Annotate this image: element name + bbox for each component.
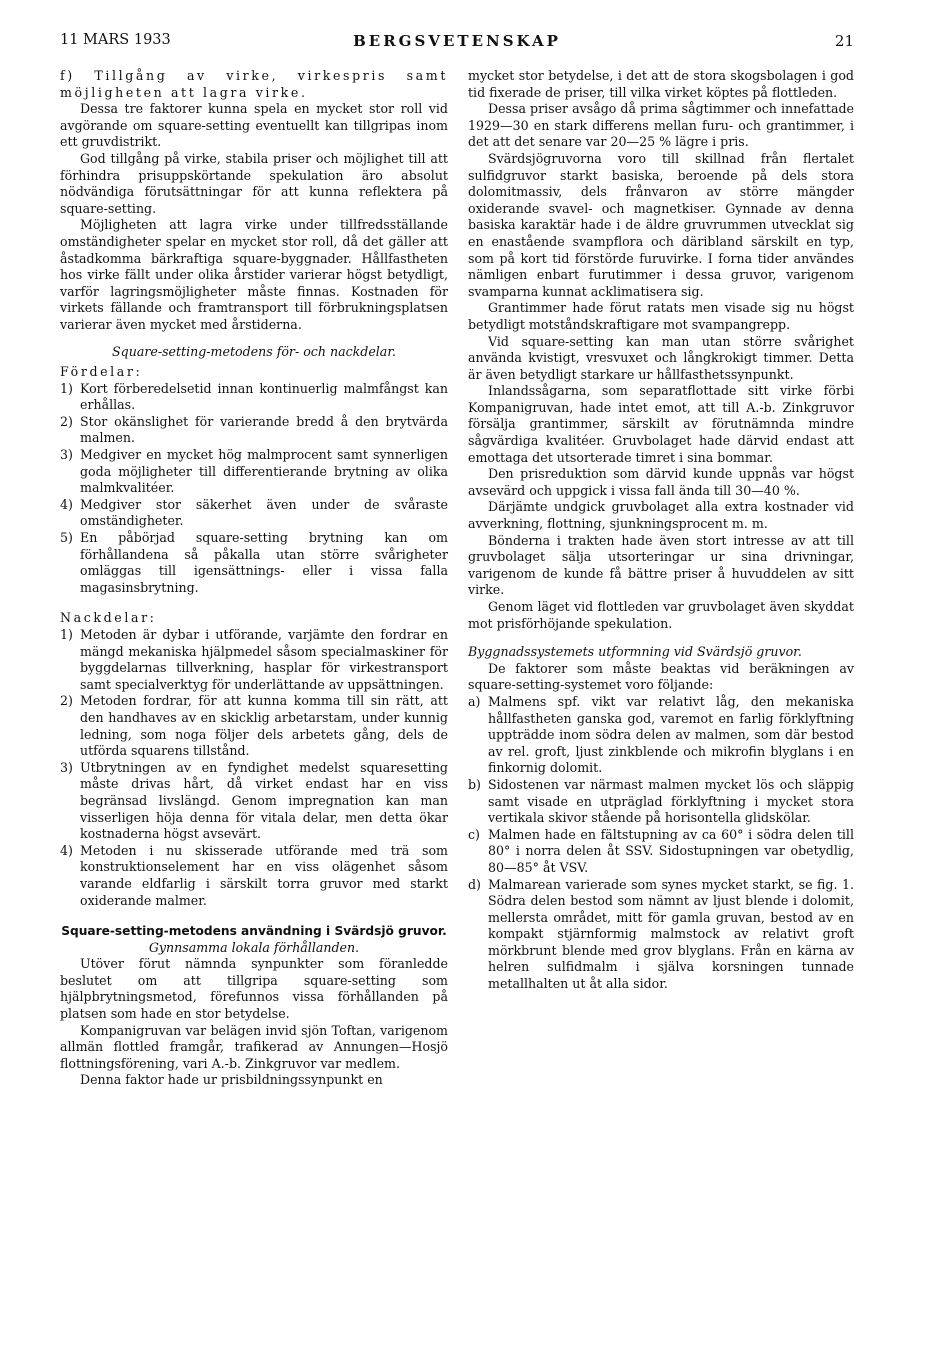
item-text: En påbörjad square-setting brytning kan om förhållandena så påkalla utan större svårigheter omläggas till igensättnings- eller i vissa falla magasinsbrytning. (80, 530, 448, 595)
paragraph: Utöver förut nämnda synpunkter som föranledde beslutet om att tillgripa square-setting som hjälpbrytningsmetod, förefunnos vissa förhållanden på platsen som hade en stor betydelse. (60, 956, 448, 1022)
item-number: c) (468, 826, 480, 842)
paragraph: Vid square-setting kan man utan större svårighet använda kvistigt, vresvuxet och långkrokigt timmer. Detta är även betydligt starkare ur hållfasthetssynpunkt. (468, 333, 854, 382)
list-item (60, 693, 448, 759)
list-item (60, 497, 448, 530)
item-number: 4) (60, 842, 73, 858)
item-number: 1) (60, 627, 73, 642)
left-column (60, 68, 448, 1089)
list-item (60, 414, 448, 447)
item-text: Medgiver stor säkerhet även under de svåraste omständigheter. (80, 496, 448, 529)
list-item (468, 777, 854, 827)
paragraph: Svärdsjögruvorna voro till skillnad från flertalet sulfidgruvor starkt basiska, beroende på dels stora dolomitmassiv, dels frånvaron av större mängder oxiderande svavel- och magnetkiser. Gynnade av denna basiska karaktär hade i de äldre gruvrummen utvecklat sig en enastående svampflora och däribland särskilt en typ, som på kort tid förstörde furuvirke. I forna tider användes nämligen enbart furutimmer i dessa gruvor, varigenom svamparna kunnat acklimatisera sig. (468, 150, 854, 299)
issue-date: 11 MARS 1933 (60, 32, 171, 48)
list-item (60, 381, 448, 414)
item-text: Kort förberedelsetid innan kontinuerlig malmfångst kan erhållas. (80, 380, 448, 413)
paragraph: Inlandssågarna, som separatflottade sitt virke förbi Kompanigruvan, hade intet emot, att till A.-b. Zinkgruvor försälja grantimmer, särskilt av förutnämnda mindre sågvärdiga kvalitéer. Gruvbolaget hade därvid endast att emottaga det utsorterade timret i sina bommar. (468, 383, 854, 465)
item-text: Sidostenen var närmast malmen mycket lös och släppig samt visade en utpräglad förklyftning i mycket stora vertikala skivor stående på horisontella glidskölar. (488, 776, 854, 826)
item-number: 4) (60, 496, 73, 512)
paragraph: Bönderna i trakten hade även stort intresse av att till gruvbolaget sälja utsorteringar ur sina drivningar, varigenom de kunde få bättre priser å huvuddelen av sitt virke. (468, 532, 854, 598)
paragraph: Därjämte undgick gruvbolaget alla extra kostnader vid avverkning, flottning, sjunkningsprocent m. m. (468, 499, 854, 532)
item-number: a) (468, 693, 481, 709)
paragraph: De faktorer som måste beaktas vid beräkningen av square-setting-systemet voro följande: (468, 660, 854, 693)
item-number: 2) (60, 413, 73, 429)
paragraph: Denna faktor hade ur prisbildningssynpunkt en (80, 1072, 383, 1088)
list-item (60, 760, 448, 843)
list-item (468, 827, 854, 877)
item-text: Stor okänslighet för varierande bredd å den brytvärda malmen. (80, 413, 448, 446)
item-text: Metoden fordrar, för att kunna komma till sin rätt, att den handhaves av en skicklig arbetarstam, under kunnig ledning, som noga följer dels arbetets gång, dels de utförda squarens tillstånd. (80, 693, 448, 759)
list-item (468, 694, 854, 777)
paragraph: God tillgång på virke, stabila priser och möjlighet till att förhindra prisuppskörtande spekulation äro absolut nödvändiga förutsättningar för att kunna reflektera på square-setting. (60, 150, 448, 216)
nackdelar-list (60, 627, 448, 909)
list-item (60, 843, 448, 909)
item-number: 2) (60, 693, 73, 709)
item-number: 1) (60, 380, 73, 396)
paragraph: Dessa priser avsågo då prima sågtimmer och innefattade 1929—30 en stark differens mellan furu- och grantimmer, i det att det senare var 20—25 % lägre i pris. (468, 101, 854, 150)
paragraph: Dessa tre faktorer kunna spela en mycket stor roll vid avgörande om square-setting eventuellt kan tillgripas inom ett gruvdistrikt. (60, 101, 448, 150)
item-number: 3) (60, 447, 73, 463)
paragraph: Grantimmer hade förut ratats men visade sig nu högst betydligt motståndskraftigare mot svampangrepp. (468, 300, 854, 332)
factors-list (468, 694, 854, 993)
nackdelar-label: Nackdelar: (60, 610, 157, 626)
list-item (60, 530, 448, 596)
item-text: Malmarean varierade som synes mycket starkt, se fig. 1. Södra delen bestod som nämnt av ljust blende i dolomit, mellersta området, mitt för gamla gruvan, bestod av en kompakt stjärnformig malmstock av relativt groft mörkbrunt blende med grov blyglans. Från en kärna av helren sulfidmalm i själva korsningen tunnade metallhalten ut åt alla sidor. (488, 876, 854, 992)
page-header (60, 30, 854, 54)
page-number: 21 (834, 32, 854, 50)
paragraph: Möjligheten att lagra virke under tillfredsställande omständigheter spelar en mycket stor roll, då det gäller att åstadkomma bärkraftiga square-byggnader. Hållfastheten hos virke fällt under olika årstider varierar högst betydligt, varför lagringsmöjligheter måste finnas. Kostnaden för virkets fällande och framtransport till förbrukningsplatsen varierar även mycket med årstiderna. (60, 217, 448, 332)
subheading: Square-setting-metodens för- och nackdelar. (112, 343, 396, 359)
paragraph: Kompanigruvan var belägen invid sjön Toftan, varigenom allmän flottled framgår, trafikerad av Annungen—Hosjö flottningsförening, vari A.-b. Zinkgruvor var medlem. (60, 1022, 448, 1071)
item-number: d) (468, 876, 481, 892)
fordelar-list (60, 381, 448, 597)
journal-title: BERGSVETENSKAP (353, 32, 561, 50)
paragraph: mycket stor betydelse, i det att de stora skogsbolagen i god tid fixerade de priser, till vilka virket köptes på flottleden. (468, 68, 854, 100)
item-number: b) (468, 776, 481, 792)
section-f-title: f) Tillgång av virke, virkespris samt möjligheten att lagra virke. (60, 68, 448, 100)
item-number: 5) (60, 530, 73, 546)
section-heading: Square-setting-metodens användning i Svärdsjö gruvor. (61, 924, 447, 939)
paragraph: Den prisreduktion som därvid kunde uppnås var högst avsevärd och uppgick i vissa fall ända till 30—40 %. (468, 466, 854, 498)
item-text: Metoden är dybar i utförande, varjämte den fordrar en mängd mekaniska hjälpmedel såsom specialmaskiner för byggdelarnas tillverkning, hasplar för virkestransport samt specialverktyg för underlättande av uppsättningen. (80, 627, 448, 692)
item-text: Utbrytningen av en fyndighet medelst squaresetting måste drivas hårt, då virket endast har en viss begränsad livslängd. Genom impregnation kan man visserligen höja denna för vitala delar, men detta ökar kostnaderna högst avsevärt. (80, 759, 448, 842)
section-subheading: Gynnsamma lokala förhållanden. (148, 939, 360, 955)
fordelar-label: Fördelar: (60, 364, 143, 380)
list-item (60, 627, 448, 693)
item-text: Malmen hade en fältstupning av ca 60° i södra delen till 80° i norra delen åt SSV. Sidostupningen var obetydlig, 80—85° åt VSV. (488, 826, 854, 875)
right-column (468, 68, 854, 993)
section-subheading: Byggnadssystemets utformning vid Svärdsjö gruvor. (468, 644, 802, 660)
list-item (468, 877, 854, 993)
item-text: Medgiver en mycket hög malmprocent samt synnerligen goda möjligheter till differentierande brytning av olika malmkvalitéer. (80, 447, 448, 496)
item-text: Metoden i nu skisserade utförande med trä som konstruktionselement har en viss olägenhet såsom varande eldfarlig i särskilt torra gruvor med starkt oxiderande malmer. (80, 842, 448, 908)
paragraph: Genom läget vid flottleden var gruvbolaget även skyddat mot prisförhöjande spekulation. (468, 599, 854, 631)
item-text: Malmens spf. vikt var relativt låg, den mekaniska hållfastheten ganska god, varemot en farlig förklyftning uppträdde inom södra delen av malmen, som där bestod av rel. groft, ljust zinkblende och mikrofin blyglans i en finkornig dolomit. (488, 693, 854, 776)
item-number: 3) (60, 759, 73, 775)
list-item (60, 447, 448, 497)
